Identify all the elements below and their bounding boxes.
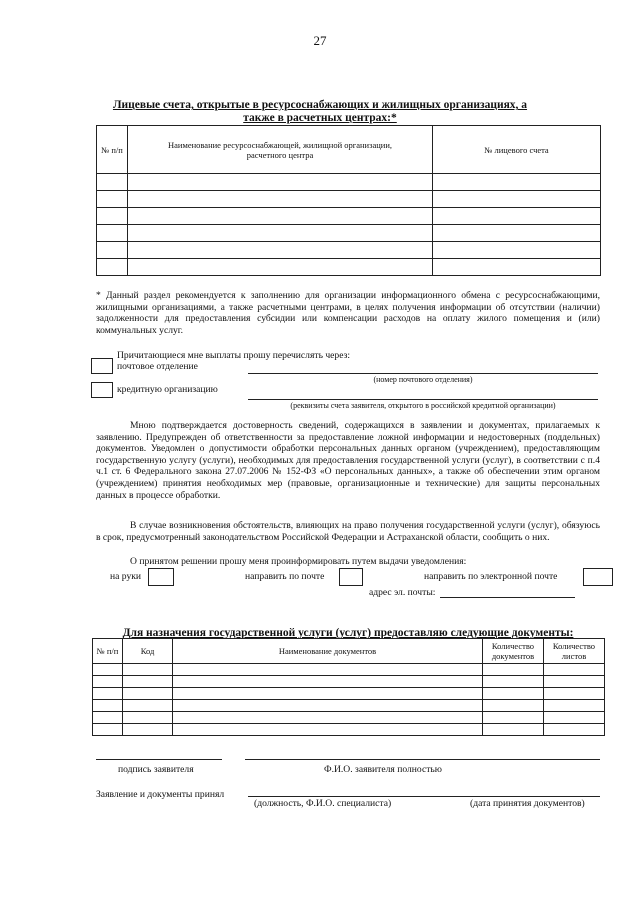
accepted-by-field[interactable] xyxy=(248,796,600,797)
credit-org-field[interactable] xyxy=(248,399,598,400)
credit-org-checkbox[interactable] xyxy=(91,382,113,398)
applicant-signature-caption: подпись заявителя xyxy=(118,764,194,775)
notify-hand-checkbox[interactable] xyxy=(148,568,174,586)
credit-org-label: кредитную организацию xyxy=(117,384,218,395)
post-office-caption: (номер почтового отделения) xyxy=(373,375,473,384)
post-office-field[interactable] xyxy=(248,373,598,374)
accounts-col-account: № лицевого счета xyxy=(433,126,601,174)
documents-title: Для назначения государственной услуги (услуг) предоставляю следующие документы: xyxy=(122,627,574,639)
credit-org-caption: (реквизиты счета заявителя, открытого в российской кредитной организации) xyxy=(290,401,556,410)
accounts-title: Лицевые счета, открытые в ресурсоснабжающих и жилищных организациях, а также в расчетных центрах:* xyxy=(112,99,528,124)
obligation-paragraph: В случае возникновения обстоятельств, влияющих на право получения государственной услуги (услуг), обязуюсь в срок, предусмотренный законодательством Российской Федерации и Астраханской области, сообщить о них. xyxy=(96,520,600,543)
applicant-signature-field[interactable] xyxy=(96,759,222,760)
accounts-footnote: * Данный раздел рекомендуется к заполнению для организации информационного обмена с ресурсоснабжающими, жилищными организациями, а также расчетными центрами, в целях получения информации об отсутствии (наличии) задолженности для предоставления субсидии или компенсации расходов на оплату жилого помещения и (или) коммунальных услуг. xyxy=(96,290,600,336)
table-row[interactable] xyxy=(97,174,601,191)
payment-intro: Причитающиеся мне выплаты прошу перечислять через: xyxy=(117,350,351,361)
documents-col-code: Код xyxy=(123,639,173,664)
post-office-label: почтовое отделение xyxy=(117,361,198,372)
table-row[interactable] xyxy=(97,208,601,225)
table-row[interactable] xyxy=(93,688,605,700)
table-row[interactable] xyxy=(97,191,601,208)
accepted-by-label: Заявление и документы принял xyxy=(96,789,225,800)
table-row[interactable] xyxy=(93,700,605,712)
notify-mail-label: направить по почте xyxy=(245,571,325,582)
notify-email-label: направить по электронной почте xyxy=(424,571,558,582)
documents-col-num: № п/п xyxy=(93,639,123,664)
email-field[interactable] xyxy=(440,597,575,598)
accounts-col-num: № п/п xyxy=(97,126,128,174)
accounts-table xyxy=(96,125,601,276)
table-row[interactable] xyxy=(97,242,601,259)
table-row[interactable] xyxy=(97,225,601,242)
documents-col-qty-sheets: Количество листов xyxy=(544,639,605,664)
table-row[interactable] xyxy=(93,724,605,736)
documents-col-name: Наименование документов xyxy=(173,639,483,664)
applicant-name-caption: Ф.И.О. заявителя полностью xyxy=(324,764,442,775)
documents-table xyxy=(92,638,605,736)
page-number: 27 xyxy=(313,33,327,48)
post-office-checkbox[interactable] xyxy=(91,358,113,374)
specialist-caption: (должность, Ф.И.О. специалиста) xyxy=(254,798,392,809)
documents-col-qty-docs: Количество документов xyxy=(483,639,544,664)
table-row[interactable] xyxy=(93,712,605,724)
notify-intro: О принятом решении прошу меня проинформировать путем выдачи уведомления: xyxy=(130,556,467,567)
table-row[interactable] xyxy=(97,259,601,276)
table-row[interactable] xyxy=(93,676,605,688)
applicant-name-field[interactable] xyxy=(245,759,600,760)
notify-email-checkbox[interactable] xyxy=(583,568,613,586)
notify-mail-checkbox[interactable] xyxy=(339,568,363,586)
email-label: адрес эл. почты: xyxy=(369,587,436,598)
accounts-col-org: Наименование ресурсоснабжающей, жилищной организации, расчетного центра xyxy=(128,126,433,174)
accept-date-caption: (дата принятия документов) xyxy=(470,798,585,809)
table-row[interactable] xyxy=(93,664,605,676)
notify-hand-label: на руки xyxy=(110,571,142,582)
consent-paragraph: Мною подтверждается достоверность сведений, содержащихся в заявлении и документах, прилагаемых к заявлению. Предупрежден об ответственности за предоставление ложной информации и недостоверных (поддельных) документов. Уведомлен о допустимости обработки персональных данных органом (учреждением), предоставляющим государственную услугу (услуги), необходимых для предоставления государственной услуги (услуг), в соответствии с п.4 ч.1 ст. 6 Федерального закона 27.07.2006 № 152-ФЗ «О персональных данных», а также об обеспечении этим органом (учреждением) принятия необходимых мер (правовые, организационные и технические) для защиты персональных данных в процессе обработки. xyxy=(96,420,600,501)
